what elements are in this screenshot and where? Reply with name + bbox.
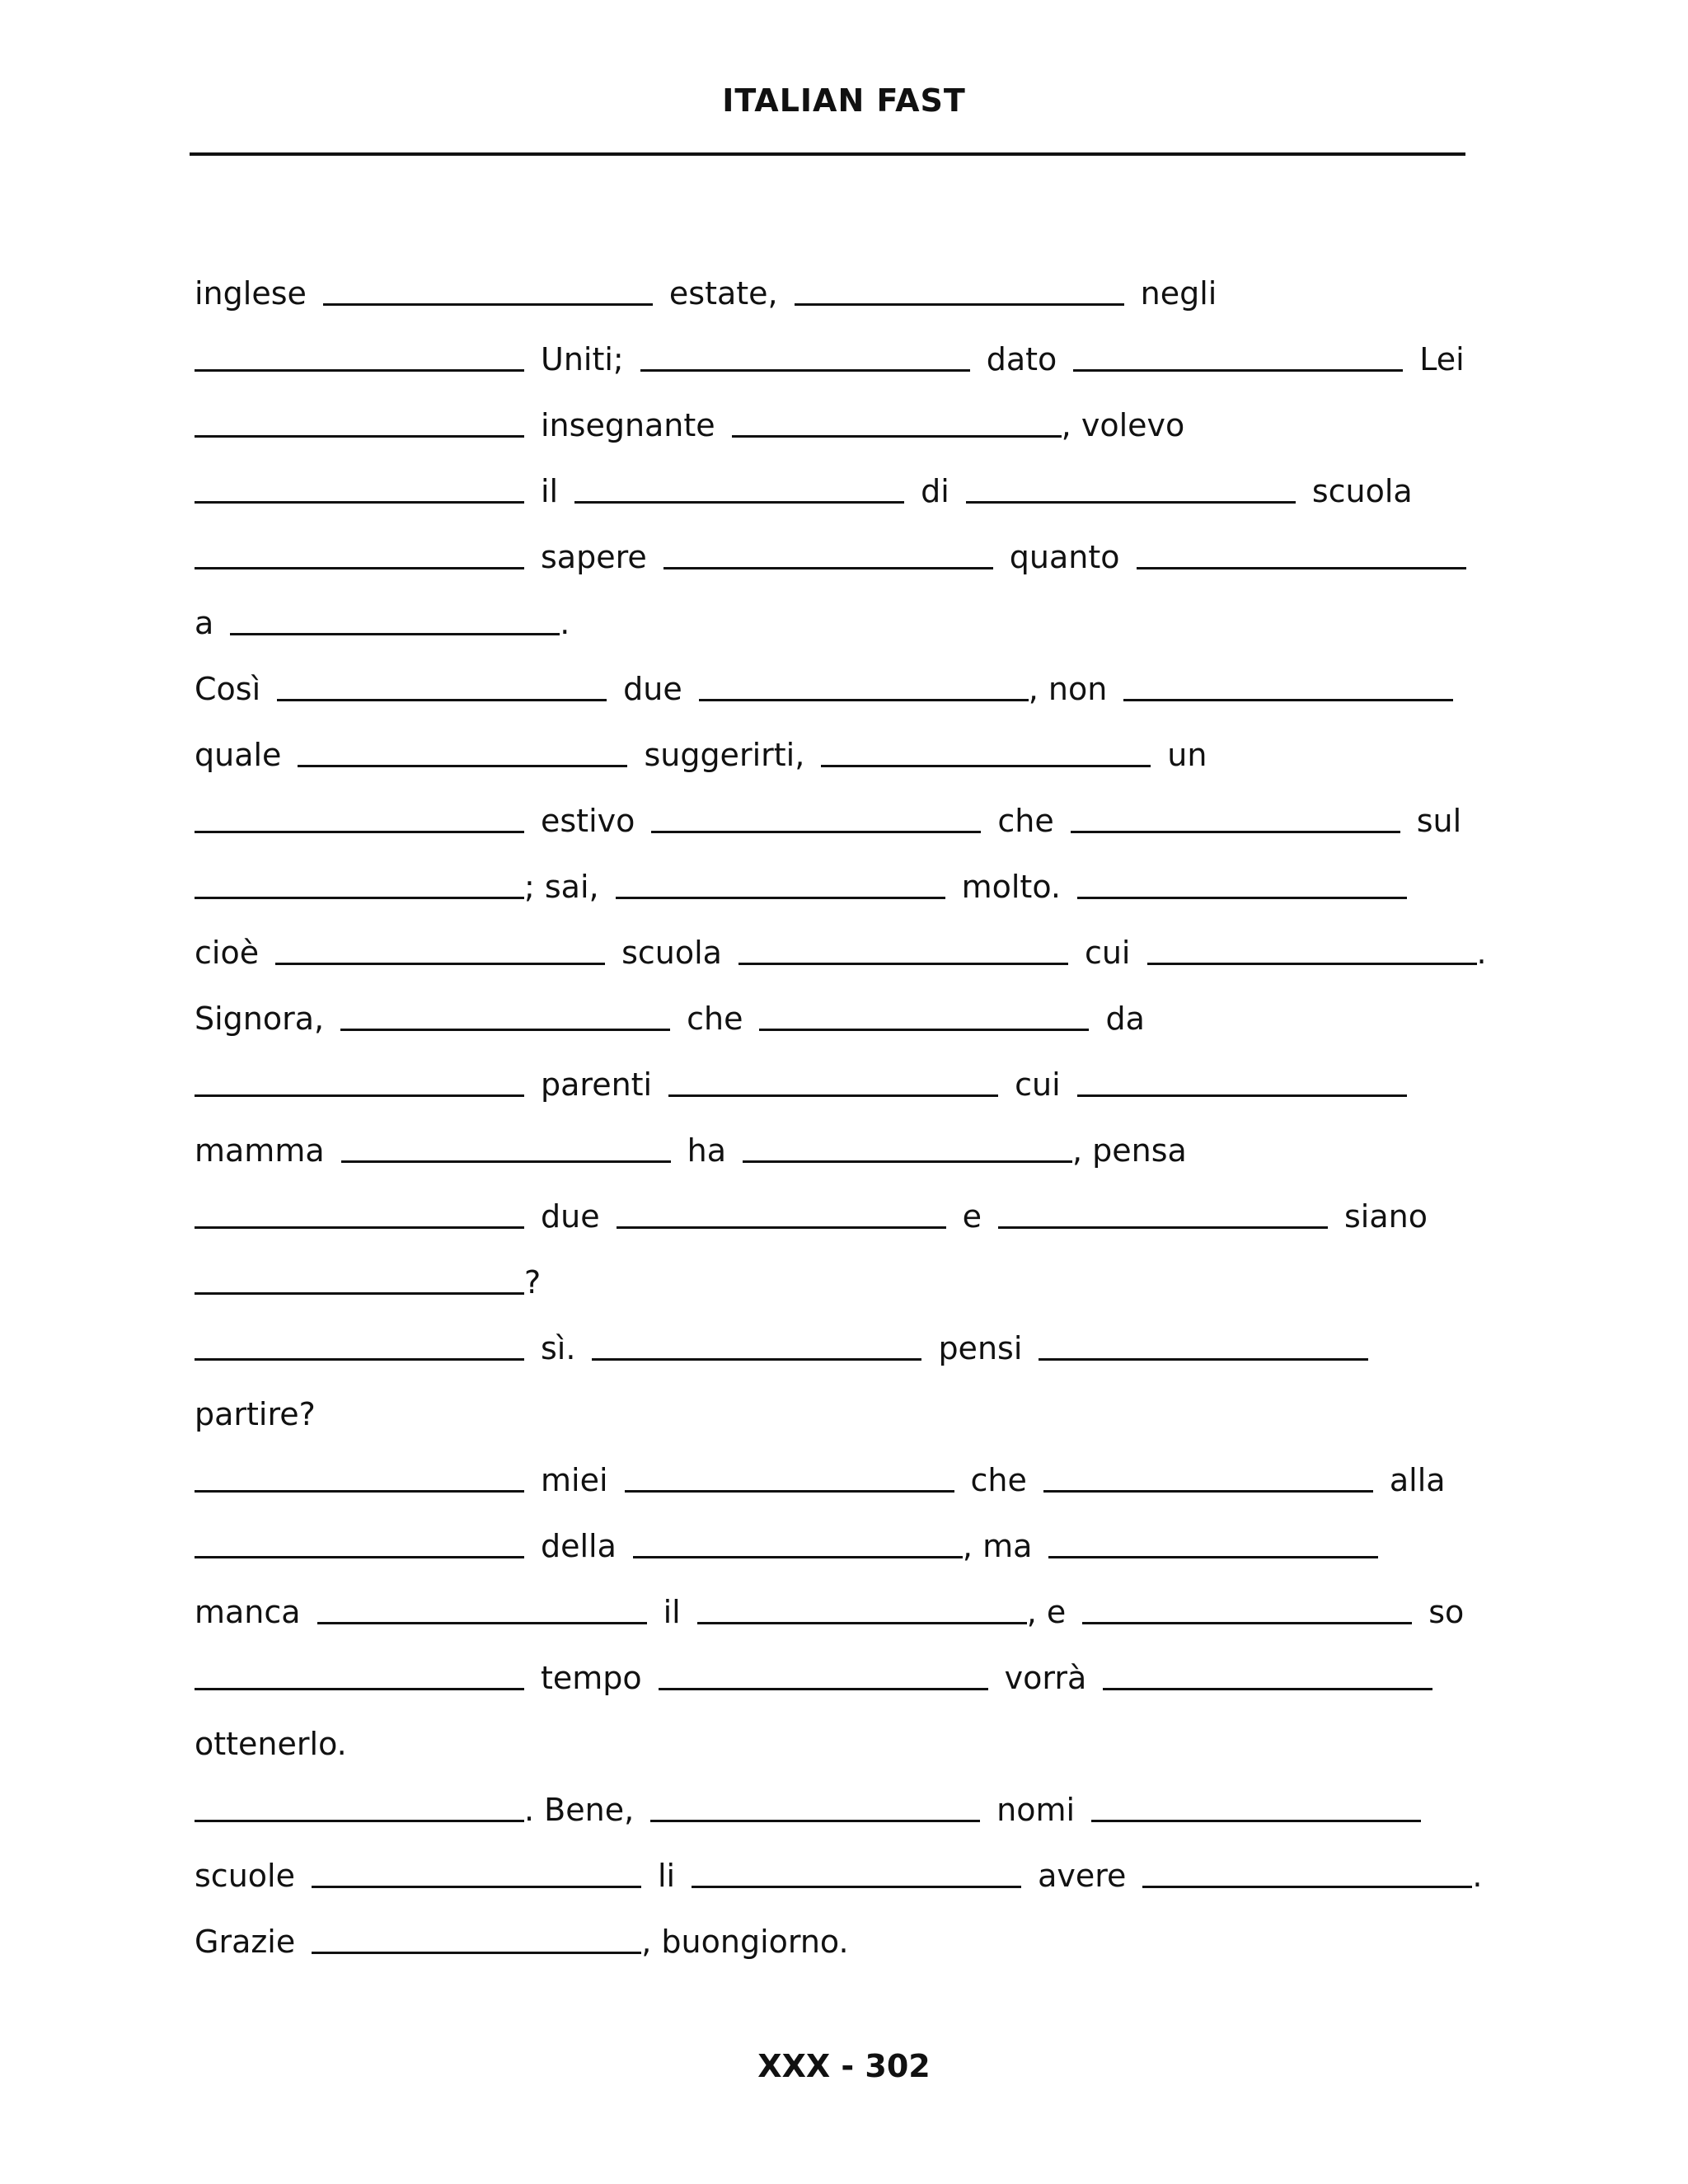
answer-blank[interactable] — [195, 500, 524, 504]
answer-blank[interactable] — [323, 302, 653, 306]
exercise-word: sul — [1416, 803, 1462, 839]
exercise-line — [195, 1825, 1513, 1894]
answer-blank[interactable] — [821, 764, 1151, 767]
exercise-word: scuola — [621, 935, 722, 971]
exercise-line — [195, 1694, 1513, 1760]
exercise-word: di — [921, 473, 950, 509]
exercise-line — [195, 573, 1513, 639]
exercise-word: estate, — [668, 275, 778, 312]
exercise-line — [195, 705, 1513, 771]
answer-blank[interactable] — [195, 1687, 524, 1690]
exercise-line — [195, 1430, 1513, 1496]
answer-blank[interactable] — [1147, 962, 1477, 965]
answer-blank[interactable] — [341, 1160, 671, 1163]
exercise-word: . — [560, 605, 570, 641]
answer-blank[interactable] — [592, 1357, 921, 1361]
exercise-line — [195, 1628, 1513, 1694]
exercise-word: inglese — [195, 275, 307, 312]
exercise-line — [195, 441, 1513, 507]
answer-blank[interactable] — [616, 896, 945, 899]
exercise-line — [195, 1166, 1513, 1235]
exercise-word: due — [623, 671, 682, 707]
answer-blank[interactable] — [1142, 1885, 1472, 1888]
exercise-word: ha — [687, 1132, 726, 1169]
exercise-word: li — [657, 1858, 676, 1894]
answer-blank[interactable] — [277, 698, 607, 701]
answer-blank[interactable] — [663, 566, 993, 569]
exercise-word: siano — [1343, 1198, 1428, 1235]
answer-blank[interactable] — [317, 1621, 647, 1624]
exercise-word: ? — [524, 1264, 542, 1301]
answer-blank[interactable] — [640, 368, 970, 372]
exercise-word: . — [1476, 935, 1487, 971]
exercise-line — [195, 309, 1513, 375]
exercise-word: parenti — [541, 1066, 653, 1103]
exercise-word: . — [1472, 1858, 1483, 1894]
exercise-word: negli — [1140, 275, 1217, 312]
exercise-line — [195, 1298, 1513, 1364]
page-number: XXX - 302 — [757, 2048, 931, 2084]
answer-blank[interactable] — [195, 830, 524, 833]
answer-blank[interactable] — [699, 698, 1029, 701]
exercise-word: dato — [986, 341, 1057, 377]
exercise-line — [195, 1496, 1513, 1562]
exercise-word: che — [997, 803, 1054, 839]
exercise-word: , pensa — [1072, 1132, 1187, 1169]
answer-blank[interactable] — [195, 1555, 524, 1558]
exercise-word: Lei — [1419, 341, 1465, 377]
answer-blank[interactable] — [659, 1687, 988, 1690]
answer-blank[interactable] — [1077, 896, 1407, 899]
exercise-word: tempo — [541, 1660, 642, 1696]
answer-blank[interactable] — [732, 434, 1062, 438]
answer-blank[interactable] — [650, 1819, 980, 1822]
answer-blank[interactable] — [230, 632, 560, 635]
answer-blank[interactable] — [617, 1226, 946, 1229]
answer-blank[interactable] — [1091, 1819, 1421, 1822]
exercise-line — [195, 507, 1513, 573]
exercise-word: avere — [1038, 1858, 1127, 1894]
exercise-word: cui — [1084, 935, 1131, 971]
answer-blank[interactable] — [195, 896, 524, 899]
exercise-line — [195, 1100, 1513, 1169]
exercise-word: ; sai, — [524, 869, 599, 905]
answer-blank[interactable] — [340, 1028, 670, 1031]
exercise-word: pensi — [938, 1330, 1023, 1366]
exercise-word: e — [962, 1198, 982, 1235]
exercise-line — [195, 1364, 1513, 1430]
answer-blank[interactable] — [195, 1291, 524, 1295]
exercise-word: che — [687, 1001, 743, 1037]
answer-blank[interactable] — [195, 434, 524, 438]
answer-blank[interactable] — [738, 962, 1068, 965]
exercise-word: cui — [1015, 1066, 1061, 1103]
answer-blank[interactable] — [795, 302, 1124, 306]
exercise-line — [195, 639, 1513, 705]
answer-blank[interactable] — [574, 500, 904, 504]
answer-blank[interactable] — [298, 764, 627, 767]
answer-blank[interactable] — [668, 1094, 998, 1097]
exercise-word: suggerirti, — [644, 737, 805, 773]
exercise-word: so — [1428, 1594, 1465, 1630]
answer-blank[interactable] — [195, 1357, 524, 1361]
exercise-word: estivo — [541, 803, 635, 839]
answer-blank[interactable] — [998, 1226, 1328, 1229]
exercise-word: molto. — [961, 869, 1061, 905]
exercise-line — [195, 1034, 1513, 1103]
exercise-word: a — [195, 605, 214, 641]
exercise-word: mamma — [195, 1132, 325, 1169]
exercise-word: sapere — [541, 539, 647, 575]
exercise-word: , ma — [962, 1528, 1033, 1564]
page-header-title: ITALIAN FAST — [722, 82, 966, 119]
answer-blank[interactable] — [1103, 1687, 1432, 1690]
exercise-line — [195, 1891, 1513, 1960]
answer-blank[interactable] — [195, 1819, 524, 1822]
answer-blank[interactable] — [759, 1028, 1089, 1031]
header-rule — [190, 152, 1465, 156]
exercise-word: Grazie — [195, 1924, 296, 1960]
exercise-word: da — [1105, 1001, 1145, 1037]
exercise-word: . Bene, — [524, 1792, 635, 1828]
answer-blank[interactable] — [312, 1951, 641, 1954]
exercise-line — [195, 1232, 1513, 1301]
answer-blank[interactable] — [1048, 1555, 1378, 1558]
exercise-line — [195, 968, 1513, 1037]
answer-blank[interactable] — [692, 1885, 1021, 1888]
exercise-line — [195, 837, 1513, 905]
answer-blank[interactable] — [1039, 1357, 1368, 1361]
exercise-line — [195, 243, 1513, 312]
exercise-line — [195, 1562, 1513, 1628]
exercise-word: , buongiorno. — [641, 1924, 849, 1960]
exercise-word: cioè — [195, 935, 260, 971]
answer-blank[interactable] — [195, 566, 524, 569]
answer-blank[interactable] — [1073, 368, 1403, 372]
answer-blank[interactable] — [651, 830, 981, 833]
exercise-word: ottenerlo. — [195, 1726, 347, 1762]
exercise-word: Così — [195, 671, 261, 707]
answer-blank[interactable] — [195, 1094, 524, 1097]
exercise-word: miei — [541, 1462, 608, 1498]
answer-blank[interactable] — [1082, 1621, 1412, 1624]
exercise-word: , non — [1028, 671, 1108, 707]
answer-blank[interactable] — [195, 368, 524, 372]
exercise-word: , e — [1026, 1594, 1067, 1630]
exercise-word: quanto — [1009, 539, 1120, 575]
exercise-line — [195, 902, 1513, 971]
exercise-word: vorrà — [1004, 1660, 1087, 1696]
exercise-word: nomi — [996, 1792, 1076, 1828]
exercise-word: sì. — [541, 1330, 576, 1366]
answer-blank[interactable] — [1071, 830, 1400, 833]
exercise-word: quale — [195, 737, 282, 773]
exercise-word: un — [1167, 737, 1207, 773]
answer-blank[interactable] — [633, 1555, 963, 1558]
answer-blank[interactable] — [1137, 566, 1466, 569]
answer-blank[interactable] — [1043, 1489, 1373, 1493]
exercise-word: Signora, — [195, 1001, 325, 1037]
answer-blank[interactable] — [1123, 698, 1453, 701]
answer-blank[interactable] — [966, 500, 1296, 504]
exercise-word: scuola — [1311, 473, 1413, 509]
exercise-word: Uniti; — [541, 341, 624, 377]
answer-blank[interactable] — [195, 1226, 524, 1229]
exercise-word: , volevo — [1061, 407, 1185, 443]
exercise-word: scuole — [195, 1858, 295, 1894]
exercise-word: due — [541, 1198, 600, 1235]
answer-blank[interactable] — [743, 1160, 1072, 1163]
exercise-word: della — [541, 1528, 617, 1564]
answer-blank[interactable] — [275, 962, 605, 965]
exercise-word: manca — [195, 1594, 301, 1630]
exercise-word: il — [663, 1594, 681, 1630]
exercise-line — [195, 375, 1513, 441]
answer-blank[interactable] — [625, 1489, 954, 1493]
answer-blank[interactable] — [697, 1621, 1027, 1624]
answer-blank[interactable] — [1077, 1094, 1407, 1097]
answer-blank[interactable] — [195, 1489, 524, 1493]
answer-blank[interactable] — [312, 1885, 641, 1888]
exercise-word: che — [970, 1462, 1027, 1498]
exercise-line — [195, 1760, 1513, 1828]
exercise-word: insegnante — [541, 407, 715, 443]
fill-in-exercise — [195, 243, 1513, 1960]
exercise-word: partire? — [195, 1396, 316, 1432]
exercise-word: alla — [1389, 1462, 1446, 1498]
exercise-line — [195, 771, 1513, 837]
exercise-word: il — [541, 473, 559, 509]
